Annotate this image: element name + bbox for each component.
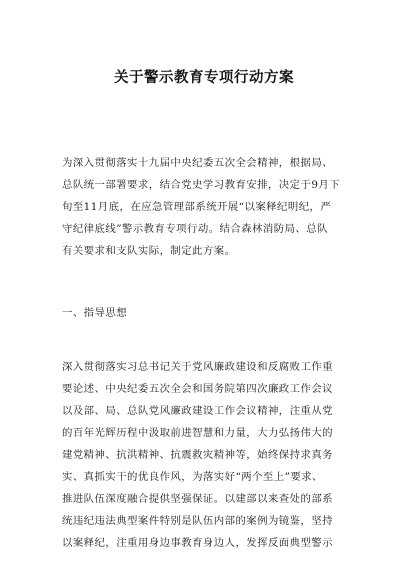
guiding-line: 统违纪违法典型案件特别是队伍内部的案例为镜鉴，坚持: [62, 515, 334, 527]
guiding-line: 要论述、中央纪委五次全会和国务院第四次廉政工作会议: [62, 383, 334, 395]
intro-paragraph: [62, 152, 352, 262]
intro-line: 守纪律底线”警示教育专项行动。结合森林消防局、总队: [62, 223, 328, 235]
guiding-line: 建党精神、抗洪精神、抗震救灾精神等，始终保持求真务: [62, 449, 334, 461]
guiding-line: 以案释纪，注重用身边事教育身边人，发挥反面典型警示: [62, 537, 334, 549]
guiding-line: 实、真抓实干的优良作风，为落实好“两个至上”要求、: [62, 471, 323, 483]
guiding-line: 深入贯彻落实习总书记关于党风廉政建设和反腐败工作重: [62, 361, 334, 373]
section-heading: 一、指导思想: [62, 307, 128, 319]
intro-line: 为深入贯彻落实十九届中央纪委五次全会精神，根据局、: [62, 157, 334, 169]
guiding-line: 推进队伍深度融合提供坚强保证。以建部以来查处的部系: [62, 493, 334, 505]
intro-line: 总队统一部署要求，结合党史学习教育安排，决定于9月下: [62, 179, 341, 191]
guiding-paragraph: [62, 356, 352, 554]
intro-line: 有关要求和支队实际，制定此方案。: [62, 245, 236, 257]
guiding-line: 以及部、局、总队党风廉政建设工作会议精神，注重从党: [62, 405, 334, 417]
document-title: 关于警示教育专项行动方案: [114, 69, 294, 86]
intro-line: 旬至11月底，在应急管理部系统开展“以案释纪明纪，严: [62, 201, 332, 213]
guiding-line: 的百年光辉历程中汲取前进智慧和力量，大力弘扬伟大的: [62, 427, 334, 439]
